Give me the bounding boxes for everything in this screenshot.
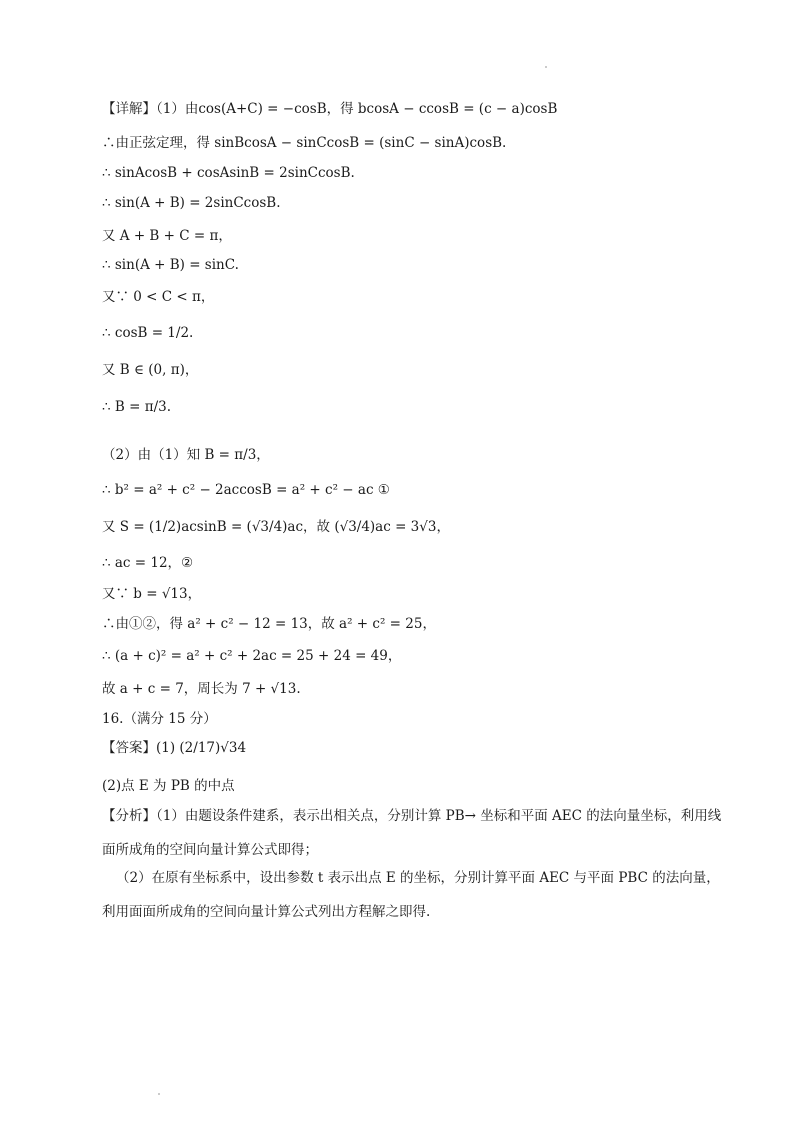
solution-line-16: ∴由①②，得 a² + c² − 12 = 13，故 a² + c² = 25， (102, 616, 436, 632)
solution-line-2: ∴由正弦定理，得 sinBcosA − sinCcosB = (sinC − sinA)cosB. (102, 135, 507, 151)
solution-line-5: 又 A + B + C = π， (102, 228, 232, 244)
analysis-part-1: 【分析】（1）由题设条件建系，表示出相关点，分别计算 PB→ 坐标和平面 AEC 的法向量坐标，利用线面所成角的空间向量计算公式即得； (102, 808, 722, 858)
solution-line-15: 又∵ b = √13， (102, 586, 202, 602)
solution-line-3: ∴ sinAcosB + cosAsinB = 2sinCcosB. (102, 165, 355, 181)
answer-line-1: 【答案】(1) (2/17)√34 (102, 740, 247, 756)
solution-line-7: 又∵ 0 < C < π， (102, 289, 215, 305)
answer-line-2: (2)点 E 为 PB 的中点 (102, 778, 235, 794)
solution-line-8: ∴ cosB = 1/2. (102, 325, 194, 341)
solution-line-18: 故 a + c = 7，周长为 7 + √13. (102, 681, 301, 697)
solution-line-1: 【详解】（1）由cos(A+C) = −cosB，得 bcosA − ccosB = (c − a)cosB (102, 101, 558, 117)
solution-line-10: ∴ B = π/3. (102, 399, 171, 415)
solution-line-6: ∴ sin(A + B) = sinC. (102, 257, 239, 273)
solution-line-17: ∴ (a + c)² = a² + c² + 2ac = 25 + 24 = 49， (102, 648, 402, 664)
analysis-part-2: （2）在原有坐标系中，设出参数 t 表示出点 E 的坐标，分别计算平面 AEC 与平面 PBC 的法向量，利用面面所成角的空间向量计算公式列出方程解之即得. (102, 870, 720, 920)
solution-line-11: （2）由（1）知 B = π/3， (102, 447, 270, 463)
solution-line-14: ∴ ac = 12，② (102, 555, 194, 571)
solution-line-12: ∴ b² = a² + c² − 2accosB = a² + c² − ac ① (102, 482, 390, 498)
solution-line-13: 又 S = (1/2)acsinB = (√3/4)ac，故 (√3/4)ac = 3√3， (102, 519, 450, 535)
decorative-dot (158, 1093, 160, 1095)
decorative-dot (545, 66, 547, 68)
solution-line-9: 又 B ∈ (0, π)， (102, 362, 199, 378)
problem-number: 16.（满分 15 分） (102, 711, 217, 727)
solution-line-4: ∴ sin(A + B) = 2sinCcosB. (102, 195, 281, 211)
